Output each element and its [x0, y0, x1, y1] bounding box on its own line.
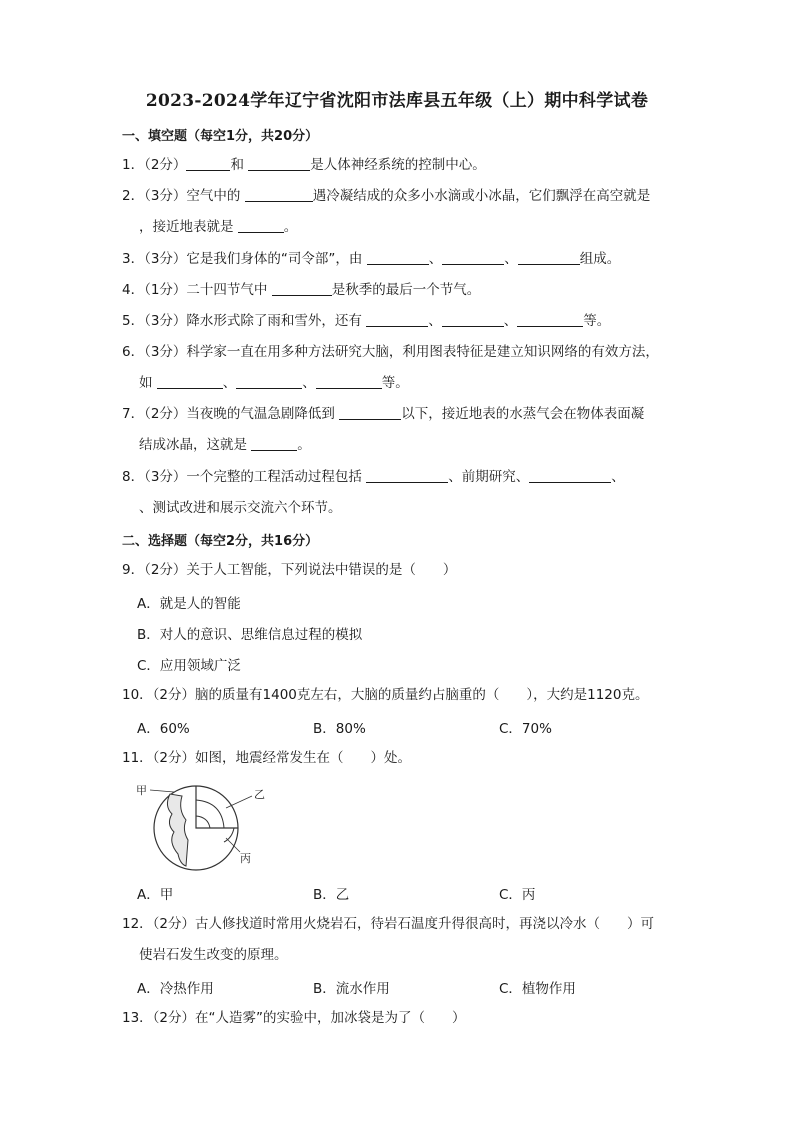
option-a[interactable]: A．冷热作用	[137, 981, 214, 997]
question-2-text: 。	[283, 219, 298, 235]
option-c[interactable]: C．70%	[499, 721, 552, 737]
question-7-text: 结成冰晶，这就是	[139, 437, 247, 453]
section-multiple-choice-heading: 二、选择题（每空2分，共16分）	[122, 534, 319, 549]
question-10: 10．（2分）脑的质量有1400克左右，大脑的质量约占脑重的（ ），大约是1120克。	[122, 687, 649, 703]
question-2-text: 遇冷凝结成的众多小水滴或小冰晶，它们飘浮在高空就是	[312, 188, 651, 204]
question-9: 9．（2分）关于人工智能，下列说法中错误的是（ ）	[122, 562, 457, 578]
answer-blank[interactable]	[529, 468, 611, 483]
answer-blank[interactable]	[442, 312, 504, 327]
question-1	[122, 155, 486, 175]
answer-blank[interactable]	[272, 281, 332, 296]
question-2-text: ，接近地表就是	[139, 219, 234, 235]
label-bing: 丙	[240, 852, 251, 865]
question-8-text: 、	[611, 469, 625, 485]
section-fill-blank-heading: 一、填空题（每空1分，共20分）	[122, 129, 319, 144]
question-2-prefix: 2．（3分）空气中的	[122, 188, 241, 204]
option-b[interactable]: B．80%	[313, 721, 366, 737]
question-3	[122, 249, 620, 269]
yi-pointer	[226, 796, 252, 808]
earth-structure-figure	[134, 780, 274, 884]
question-5	[122, 311, 610, 331]
option-a[interactable]: A．就是人的智能	[137, 596, 241, 612]
answer-blank[interactable]	[245, 187, 313, 202]
question-7-prefix: 7．（2分）当夜晚的气温急剧降低到	[122, 406, 335, 422]
question-3-prefix: 3．（3分）它是我们身体的“司令部”，由	[122, 251, 363, 267]
separator: 、	[503, 313, 518, 329]
question-8-continued	[139, 498, 342, 518]
question-8	[122, 467, 625, 487]
question-6-text: 等。	[381, 375, 409, 391]
answer-blank[interactable]	[157, 374, 223, 389]
option-b[interactable]: B．流水作用	[313, 981, 390, 997]
answer-blank[interactable]	[367, 250, 429, 265]
question-4-prefix: 4．（1分）二十四节气中	[122, 282, 268, 298]
question-6-text: 6．（3分）科学家一直在用多种方法研究大脑，利用图表特征是建立知识网络的有效方法，	[122, 344, 659, 360]
answer-blank[interactable]	[251, 436, 297, 451]
answer-blank[interactable]	[366, 468, 448, 483]
answer-blank[interactable]	[186, 156, 230, 171]
answer-blank[interactable]	[366, 312, 428, 327]
answer-blank[interactable]	[517, 312, 583, 327]
separator: 、	[504, 251, 518, 267]
separator: 、	[302, 375, 316, 391]
question-8-text: 、测试改进和展示交流六个环节。	[139, 500, 342, 516]
answer-blank[interactable]	[236, 374, 302, 389]
question-6-text: 如	[139, 375, 153, 391]
label-jia: 甲	[136, 784, 147, 797]
option-b[interactable]: B．对人的意识、思维信息过程的模拟	[137, 627, 363, 643]
question-3-text: 组成。	[579, 251, 621, 267]
question-4-text: 是秋季的最后一个节气。	[331, 282, 481, 298]
question-12-continued: 使岩石发生改变的原理。	[139, 947, 288, 963]
question-7	[122, 404, 644, 424]
question-2-continued	[139, 217, 297, 237]
question-11: 11．（2分）如图，地震经常发生在（ ）处。	[122, 750, 412, 766]
label-yi: 乙	[254, 788, 265, 801]
answer-blank[interactable]	[339, 405, 401, 420]
question-5-prefix: 5．（3分）降水形式除了雨和雪外，还有	[122, 313, 362, 329]
separator: 、	[428, 313, 442, 329]
question-6-continued	[139, 373, 409, 393]
question-13: 13．（2分）在“人造雾”的实验中，加冰袋是为了（ ）	[122, 1010, 466, 1026]
question-8-text: 、前期研究、	[448, 469, 530, 485]
question-1-text: 是人体神经系统的控制中心。	[310, 157, 486, 173]
separator: 、	[222, 375, 237, 391]
option-c[interactable]: C．应用领域广泛	[137, 658, 241, 674]
answer-blank[interactable]	[238, 218, 284, 233]
option-c[interactable]: C．植物作用	[499, 981, 576, 997]
question-12: 12．（2分）古人修找道时常用火烧岩石，待岩石温度升得很高时，再浇以冷水（ ）可	[122, 916, 655, 932]
jia-pointer	[150, 790, 174, 792]
question-7-continued	[139, 435, 311, 455]
answer-blank[interactable]	[316, 374, 382, 389]
page-title: 2023-2024学年辽宁省沈阳市法库县五年级（上）期中科学试卷	[145, 91, 649, 111]
question-8-prefix: 8．（3分）一个完整的工程活动过程包括	[122, 469, 362, 485]
answer-blank[interactable]	[442, 250, 504, 265]
question-4	[122, 280, 480, 300]
question-1-text: 和	[230, 157, 244, 173]
question-7-text: 以下，接近地表的水蒸气会在物体表面凝	[401, 406, 645, 422]
question-5-text: 等。	[583, 313, 611, 329]
question-1-prefix: 1．（2分）	[122, 157, 187, 173]
option-a[interactable]: A．60%	[137, 721, 190, 737]
option-c[interactable]: C．丙	[499, 887, 536, 903]
option-b[interactable]: B．乙	[313, 887, 350, 903]
question-7-text: 。	[297, 437, 311, 453]
option-a[interactable]: A．甲	[137, 887, 174, 903]
question-2	[122, 186, 650, 206]
answer-blank[interactable]	[518, 250, 580, 265]
question-6	[122, 342, 659, 362]
answer-blank[interactable]	[248, 156, 310, 171]
separator: 、	[428, 251, 443, 267]
